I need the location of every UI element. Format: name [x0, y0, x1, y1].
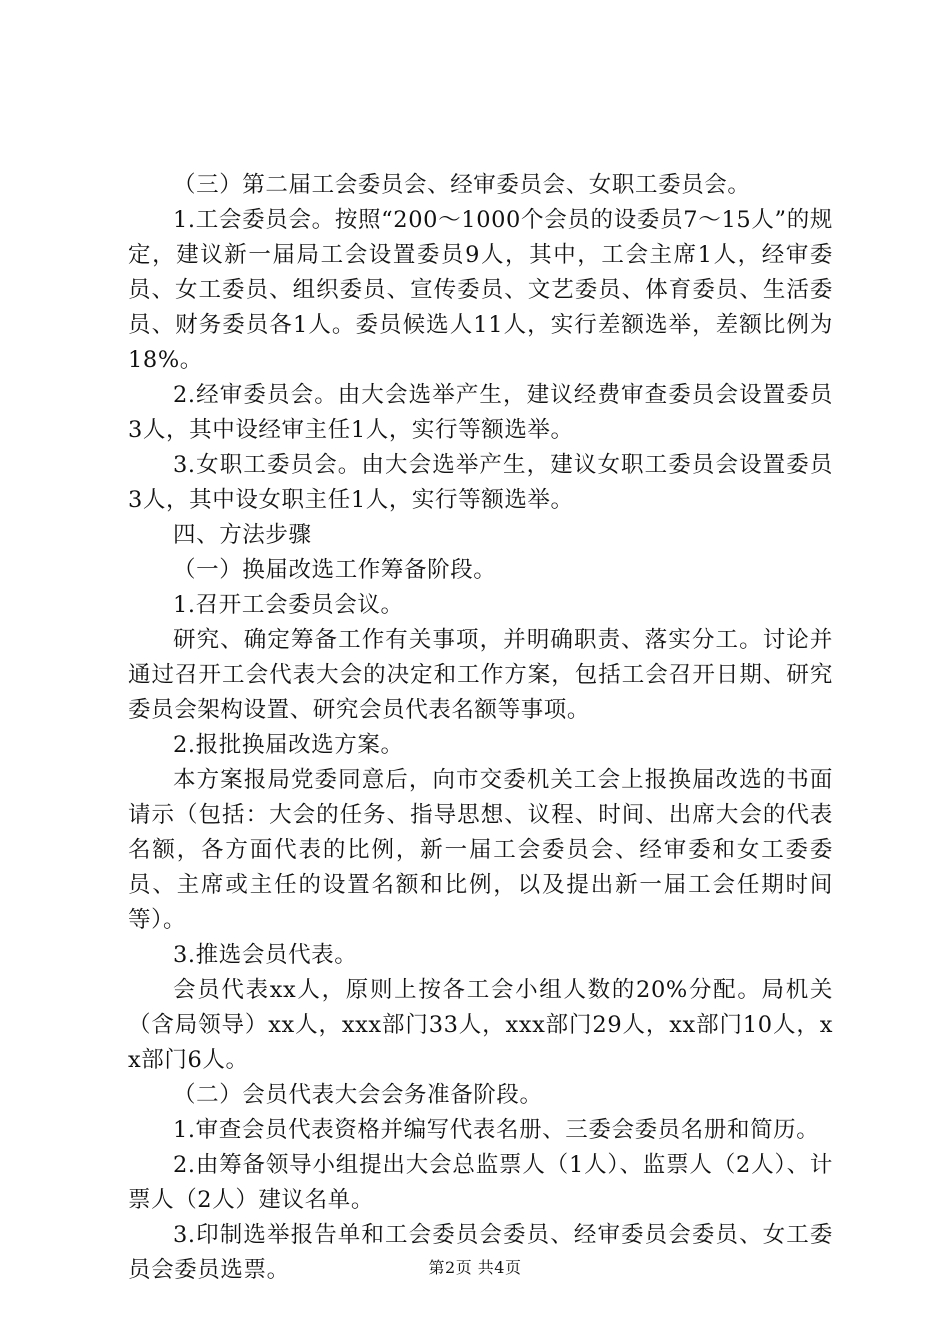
paragraph-union-committee: 1.工会委员会。按照“200～1000个会员的设委员7～15人”的规定，建议新一届局工会设置委员9人，其中，工会主席1人，经审委员、女工委员、组织委员、宣传委员、文艺委员、体育委员、生活委员、财务委员各1人。委员候选人11人，实行差额选举，差额比例为18%。 [128, 207, 833, 373]
paragraph-representatives-detail: 会员代表xx人，原则上按各工会小组人数的20%分配。局机关（含局领导）xx人，xxx部门33人，xxx部门29人，xx部门10人，xx部门6人。 [128, 977, 833, 1073]
item-submit-plan: 2.报批换届改选方案。 [173, 732, 404, 758]
section-heading-3: （三）第二届工会委员会、经审委员会、女职工委员会。 [173, 172, 751, 198]
item-hold-meeting: 1.召开工会委员会议。 [173, 592, 404, 618]
paragraph-meeting-detail: 研究、确定筹备工作有关事项，并明确职责、落实分工。讨论并通过召开工会代表大会的决定和工作方案，包括工会召开日期、研究委员会架构设置、研究会员代表名额等事项。 [128, 627, 833, 723]
paragraph-audit-committee: 2.经审委员会。由大会选举产生，建议经费审查委员会设置委员3人，其中设经审主任1人，实行等额选举。 [128, 382, 833, 443]
paragraph-women-committee: 3.女职工委员会。由大会选举产生，建议女职工委员会设置委员3人，其中设女职主任1人，实行等额选举。 [128, 452, 833, 513]
section-heading-methods: 四、方法步骤 [173, 522, 312, 548]
page-number-footer: 第2页 共4页 [428, 1258, 522, 1277]
item-nominate-scrutineers: 2.由筹备领导小组提出大会总监票人（1人）、监票人（2人）、计票人（2人）建议名单。 [128, 1152, 833, 1213]
item-print-ballots: 3.印制选举报告单和工会委员会委员、经审委员会委员、女工委员会委员选票。 [128, 1222, 833, 1283]
paragraph-plan-detail: 本方案报局党委同意后，向市交委机关工会上报换届改选的书面请示（包括：大会的任务、指导思想、议程、时间、出席大会的代表名额，各方面代表的比例，新一届工会委员会、经审委和女工委委员、主席或主任的设置名额和比例，以及提出新一届工会任期时间等）。 [128, 767, 833, 933]
item-review-qualifications: 1.审查会员代表资格并编写代表名册、三委会委员名册和简历。 [173, 1117, 820, 1143]
subheading-preparation-stage: （一）换届改选工作筹备阶段。 [173, 557, 497, 583]
document-body [128, 168, 833, 1288]
item-elect-representatives: 3.推选会员代表。 [173, 942, 358, 968]
subheading-conference-preparation: （二）会员代表大会会务准备阶段。 [173, 1082, 543, 1108]
